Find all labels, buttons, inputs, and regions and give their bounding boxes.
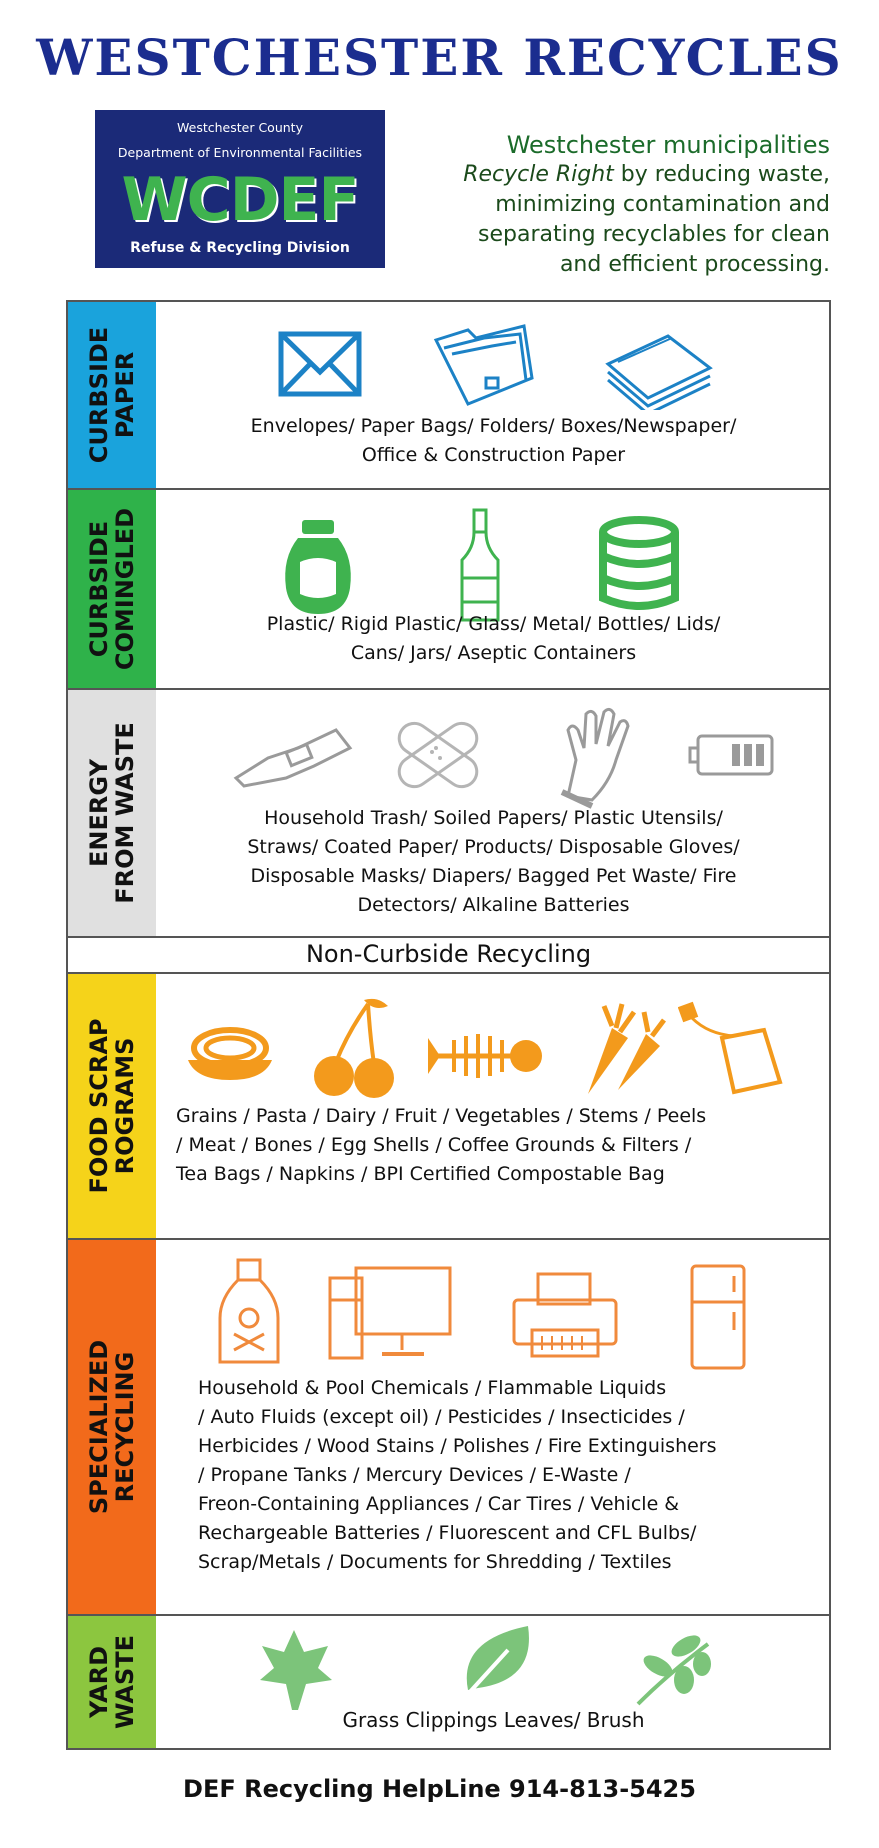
- section-content: [158, 490, 829, 688]
- desc-line-3: Herbicides / Wood Stains / Polishes / Fire Extinguishers: [198, 1435, 717, 1457]
- intro-emphasis: Recycle Right: [463, 162, 614, 187]
- section-content: [158, 302, 829, 488]
- tab-label-line-2: PAPER: [111, 351, 139, 439]
- battery-icon: [688, 730, 778, 780]
- section-curbside-paper: [66, 300, 831, 490]
- logo-line-department: Department of Environmental Facilities: [117, 145, 363, 160]
- computer-icon: [326, 1264, 456, 1364]
- tab-curbside-paper: [68, 302, 156, 488]
- helpline: DEF Recycling HelpLine 914-813-5425: [183, 1775, 696, 1803]
- desc-line-1: Grass Clippings Leaves/ Brush: [342, 1708, 645, 1732]
- desc-line-4: / Propane Tanks / Mercury Devices / E-Waste /: [198, 1464, 631, 1486]
- tube-icon: [228, 720, 358, 790]
- section-food-scrap: [66, 972, 831, 1240]
- tab-label-line-2: COMINGLED: [111, 507, 139, 671]
- section-description: [158, 610, 829, 668]
- leaf-icon: [458, 1620, 538, 1700]
- icon-row: [158, 318, 829, 408]
- glove-icon: [548, 700, 638, 810]
- poison-bottle-icon: [214, 1258, 284, 1368]
- icon-row: [158, 700, 829, 810]
- plastic-jar-icon: [278, 518, 358, 618]
- tab-label: [86, 1635, 138, 1729]
- section-curbside-comingled: [66, 488, 831, 690]
- section-description: [176, 1102, 815, 1189]
- tab-yard-waste: [68, 1616, 156, 1748]
- desc-line-4: Detectors/ Alkaline Batteries: [357, 894, 630, 916]
- tab-label: [86, 327, 138, 463]
- carrots-icon: [568, 998, 668, 1098]
- section-description: [198, 1374, 815, 1577]
- logo-line-division: Refuse & Recycling Division: [130, 240, 350, 256]
- section-energy-from-waste: [66, 688, 831, 938]
- tab-energy-from-waste: [68, 690, 156, 936]
- desc-line-5: Freon-Containing Appliances / Car Tires / Vehicle &: [198, 1493, 680, 1515]
- can-stack-icon: [594, 516, 684, 616]
- desc-line-2: / Meat / Bones / Egg Shells / Coffee Grounds & Filters /: [176, 1134, 692, 1156]
- intro-text: [420, 130, 830, 280]
- olive-branch-icon: [628, 1624, 718, 1714]
- tab-label-line-2: FROM WASTE: [111, 722, 139, 904]
- maple-leaf-icon: [254, 1626, 334, 1716]
- paper-stack-icon: [598, 324, 718, 410]
- pasta-icon: [184, 1024, 276, 1084]
- non-curbside-heading: Non-Curbside Recycling: [66, 936, 831, 972]
- tab-label-line-1: YARD: [85, 1645, 113, 1719]
- page-title: WESTCHESTER RECYCLES: [36, 28, 843, 87]
- icon-row: [158, 506, 829, 616]
- tab-label: [86, 1340, 138, 1514]
- envelope-icon: [278, 328, 362, 400]
- logo-line-county: Westchester County: [177, 120, 303, 135]
- folders-icon: [428, 318, 538, 408]
- icon-row: [158, 1254, 829, 1374]
- tab-label-line-1: CURBSIDE: [85, 326, 113, 464]
- intro-heading: Westchester municipalities: [506, 131, 830, 159]
- tab-label-line-1: FOOD SCRAP: [85, 1018, 113, 1194]
- tab-label: [86, 722, 138, 904]
- tab-curbside-comingled: [68, 490, 156, 688]
- desc-line-1: Plastic/ Rigid Plastic/ Glass/ Metal/ Bottles/ Lids/: [266, 613, 721, 635]
- wcdef-logo: [95, 110, 385, 268]
- section-content: [158, 1240, 829, 1614]
- section-description: [158, 1706, 829, 1735]
- desc-line-1: Household Trash/ Soiled Papers/ Plastic Utensils/: [264, 807, 723, 829]
- desc-line-3: Tea Bags / Napkins / BPI Certified Compostable Bag: [176, 1163, 665, 1185]
- desc-line-2: Cans/ Jars/ Aseptic Containers: [350, 642, 637, 664]
- tab-label: [86, 508, 138, 670]
- intro-line-4: and efficient processing.: [559, 252, 830, 277]
- printer-icon: [510, 1270, 620, 1360]
- desc-line-6: Rechargeable Batteries / Fluorescent and CFL Bulbs/: [198, 1522, 697, 1544]
- desc-line-2: / Auto Fluids (except oil) / Pesticides / Insecticides /: [198, 1406, 685, 1428]
- desc-line-7: Scrap/Metals / Documents for Shredding / Textiles: [198, 1551, 672, 1573]
- intro-line-1: [420, 160, 830, 190]
- desc-line-2: Office & Construction Paper: [361, 444, 626, 466]
- fish-bones-icon: [426, 1026, 546, 1086]
- tab-food-scrap: [68, 974, 156, 1238]
- tab-label-line-1: CURBSIDE: [85, 520, 113, 658]
- intro-rest-1: by reducing waste,: [613, 162, 830, 187]
- icon-row: [158, 984, 829, 1104]
- desc-line-1: Household & Pool Chemicals / Flammable Liquids: [198, 1377, 667, 1399]
- tab-label: [86, 1018, 138, 1193]
- section-specialized-recycling: [66, 1238, 831, 1616]
- tab-label-line-1: SPECIALIZED: [85, 1339, 113, 1515]
- section-description: [158, 412, 829, 470]
- refrigerator-icon: [688, 1262, 748, 1372]
- section-yard-waste: [66, 1614, 831, 1750]
- bottle-icon: [450, 508, 510, 626]
- tab-label-line-2: WASTE: [111, 1634, 139, 1730]
- tab-label-line-1: ENERGY: [85, 759, 113, 867]
- desc-line-2: Straws/ Coated Paper/ Products/ Disposable Gloves/: [247, 836, 740, 858]
- intro-line-3: separating recyclables for clean: [478, 222, 830, 247]
- tea-bag-icon: [678, 998, 788, 1098]
- section-description: [158, 804, 829, 920]
- cherries-icon: [308, 992, 398, 1102]
- logo-mark: WCDEF: [121, 165, 359, 235]
- tab-specialized-recycling: [68, 1240, 156, 1614]
- bandage-icon: [388, 710, 488, 800]
- tab-label-line-2: ROGRAMS: [111, 1037, 139, 1175]
- desc-line-1: Grains / Pasta / Dairy / Fruit / Vegetables / Stems / Peels: [176, 1105, 707, 1127]
- intro-line-2: minimizing contamination and: [495, 192, 830, 217]
- section-content: [158, 974, 829, 1238]
- section-content: [158, 1616, 829, 1748]
- desc-line-1: Envelopes/ Paper Bags/ Folders/ Boxes/Newspaper/: [250, 415, 737, 437]
- desc-line-3: Disposable Masks/ Diapers/ Bagged Pet Waste/ Fire: [250, 865, 737, 887]
- section-content: [158, 690, 829, 936]
- tab-label-line-2: RECYCLING: [111, 1351, 139, 1503]
